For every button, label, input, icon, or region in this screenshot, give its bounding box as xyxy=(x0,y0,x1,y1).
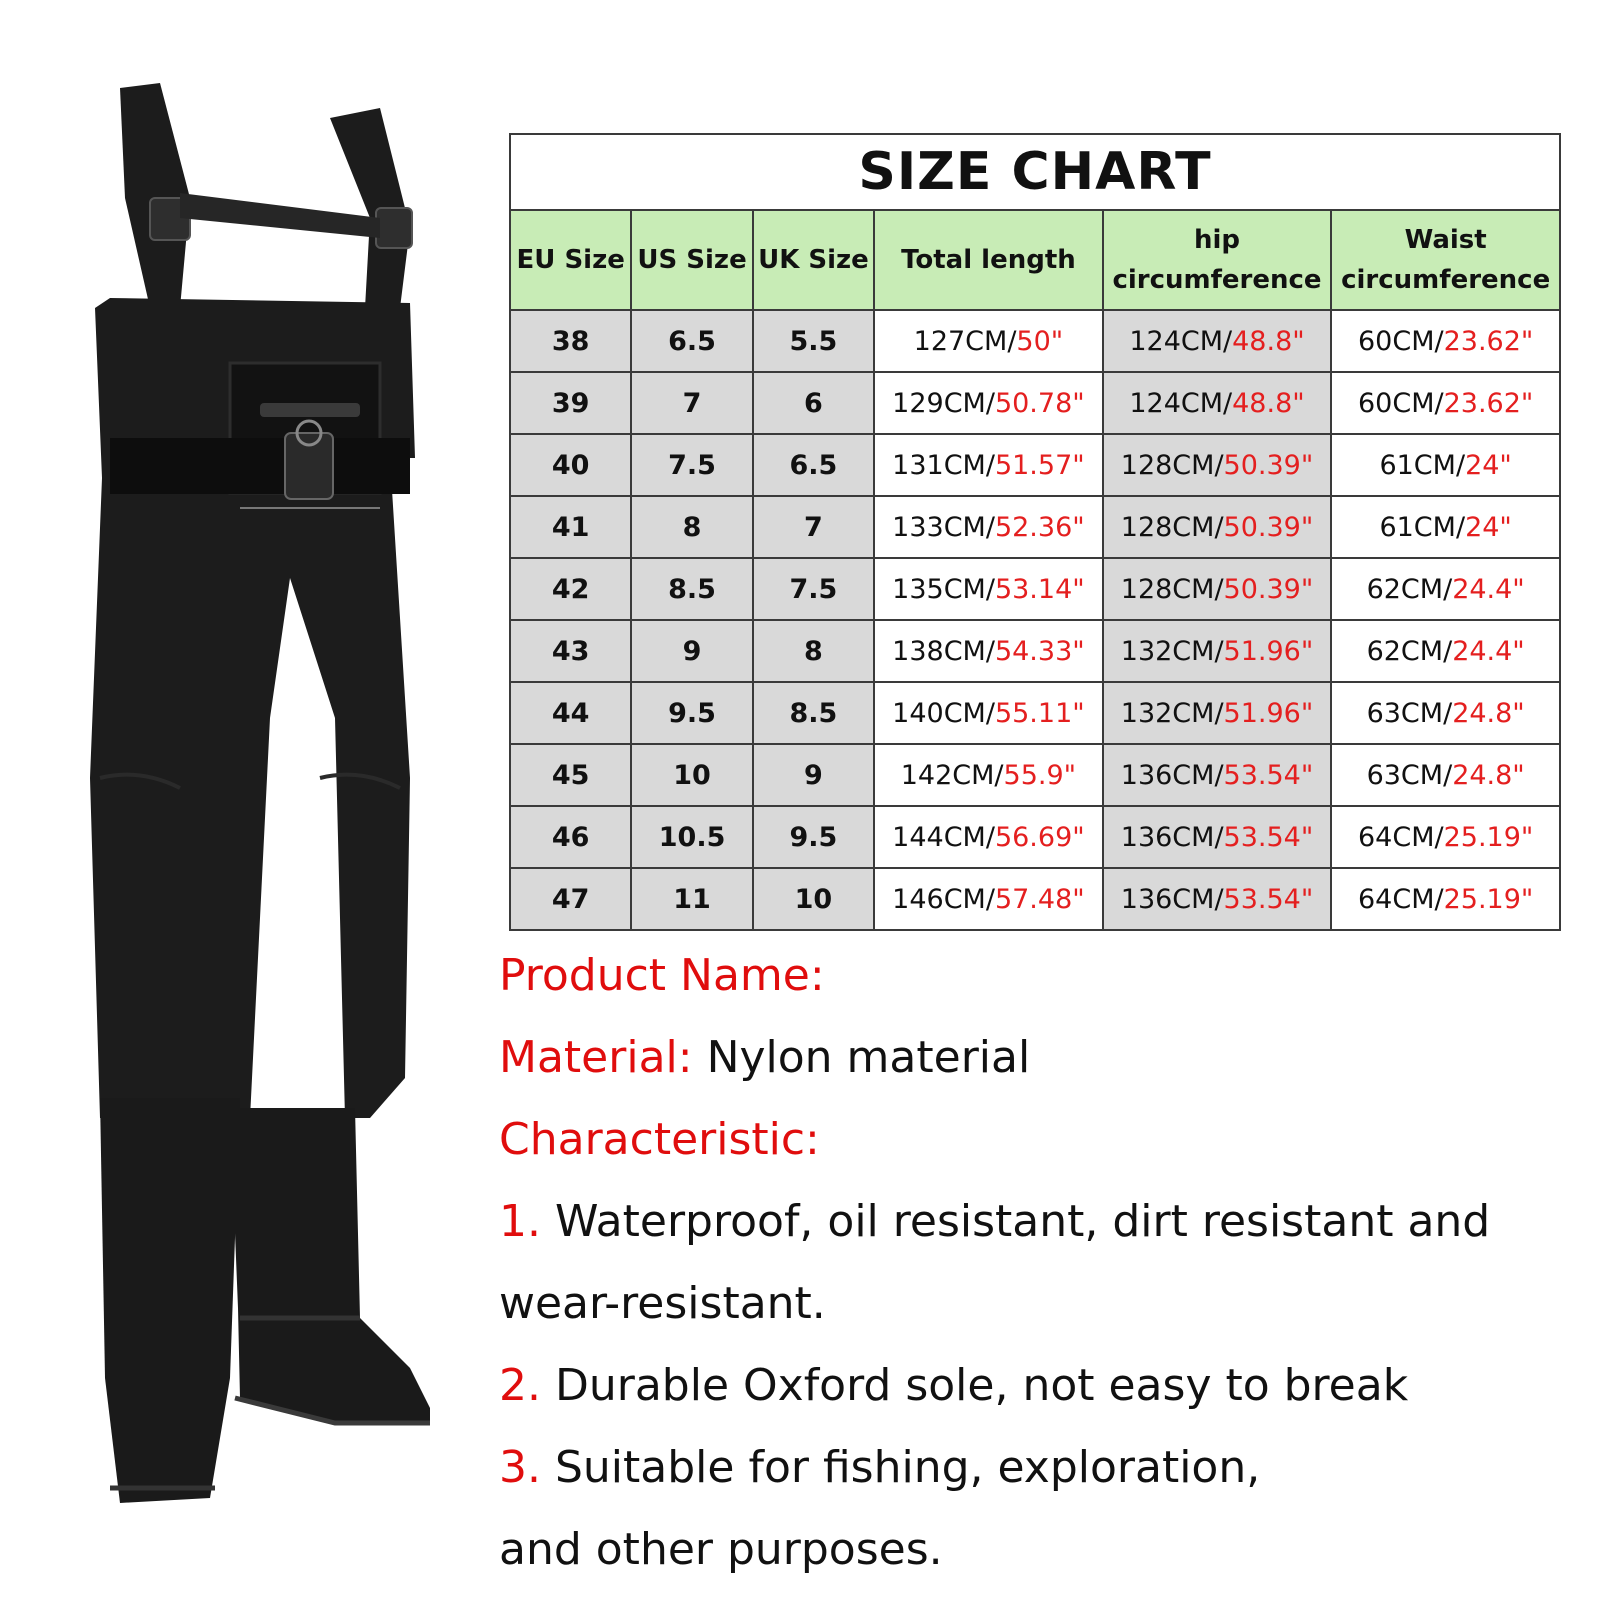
table-row xyxy=(510,372,1560,434)
feature-number: 1. xyxy=(499,1196,541,1247)
length-inch: 50" xyxy=(1016,325,1064,357)
length-cell xyxy=(874,806,1103,868)
wader-body xyxy=(90,298,415,1118)
waist-inch: 25.19" xyxy=(1443,821,1534,853)
length-cm: 138CM/ xyxy=(892,635,995,667)
us-size-cell: 10 xyxy=(631,744,752,806)
waist-cm: 61CM/ xyxy=(1379,449,1466,481)
feature-1-continued: wear-resistant. xyxy=(499,1278,826,1329)
hip-cell xyxy=(1103,744,1332,806)
waist-cell xyxy=(1331,868,1560,930)
hip-cm: 124CM/ xyxy=(1129,325,1233,357)
uk-size-cell: 10 xyxy=(753,868,874,930)
waist-cell xyxy=(1331,682,1560,744)
column-header-text: US Size xyxy=(637,245,747,275)
waist-cm: 63CM/ xyxy=(1366,759,1453,791)
waist-cell xyxy=(1331,744,1560,806)
length-cm: 135CM/ xyxy=(892,573,995,605)
column-header xyxy=(631,210,752,310)
waist-inch: 23.62" xyxy=(1443,325,1534,357)
table-row xyxy=(510,310,1560,372)
waist-cell xyxy=(1331,496,1560,558)
length-inch: 50.78" xyxy=(994,387,1085,419)
waist-inch: 24.8" xyxy=(1452,759,1525,791)
length-cm: 127CM/ xyxy=(913,325,1017,357)
hip-cell xyxy=(1103,868,1332,930)
column-header-text: Total length xyxy=(901,245,1076,275)
length-cell xyxy=(874,558,1103,620)
length-cell xyxy=(874,310,1103,372)
us-size-cell: 8.5 xyxy=(631,558,752,620)
feature-3 xyxy=(499,1442,1260,1493)
waist-cm: 60CM/ xyxy=(1357,387,1444,419)
waist-cm: 64CM/ xyxy=(1357,821,1444,853)
hip-cm: 128CM/ xyxy=(1120,511,1224,543)
hip-cm: 128CM/ xyxy=(1120,449,1224,481)
column-header-text: circumference xyxy=(1112,265,1322,295)
length-cell xyxy=(874,496,1103,558)
hip-cell xyxy=(1103,310,1332,372)
us-size-cell: 10.5 xyxy=(631,806,752,868)
wader-boots xyxy=(100,1098,430,1503)
size-chart-body xyxy=(510,310,1560,930)
us-size-cell: 9.5 xyxy=(631,682,752,744)
length-cell xyxy=(874,682,1103,744)
size-chart-header-row xyxy=(510,210,1560,310)
waist-cm: 62CM/ xyxy=(1366,635,1453,667)
size-chart-title: SIZE CHART xyxy=(510,134,1560,210)
hip-cell xyxy=(1103,496,1332,558)
us-size-cell: 9 xyxy=(631,620,752,682)
uk-size-cell: 8 xyxy=(753,620,874,682)
waist-inch: 24.8" xyxy=(1452,697,1525,729)
length-inch: 53.14" xyxy=(994,573,1085,605)
waist-inch: 24" xyxy=(1465,511,1512,543)
hip-inch: 51.96" xyxy=(1223,697,1314,729)
waist-cell xyxy=(1331,558,1560,620)
us-size-cell: 8 xyxy=(631,496,752,558)
product-name-label: Product Name: xyxy=(499,950,825,1001)
length-inch: 55.11" xyxy=(994,697,1085,729)
hip-inch: 50.39" xyxy=(1223,511,1314,543)
hip-inch: 50.39" xyxy=(1223,573,1314,605)
hip-cell xyxy=(1103,558,1332,620)
waist-inch: 24" xyxy=(1465,449,1512,481)
hip-inch: 48.8" xyxy=(1232,325,1305,357)
feature-1 xyxy=(499,1196,1490,1247)
waist-cm: 63CM/ xyxy=(1366,697,1453,729)
waist-inch: 25.19" xyxy=(1443,883,1534,915)
uk-size-cell: 7 xyxy=(753,496,874,558)
column-header xyxy=(753,210,874,310)
uk-size-cell: 8.5 xyxy=(753,682,874,744)
length-cm: 140CM/ xyxy=(892,697,995,729)
feature-number: 2. xyxy=(499,1360,541,1411)
size-chart-table xyxy=(509,133,1561,931)
length-inch: 56.69" xyxy=(994,821,1085,853)
material-line xyxy=(499,1032,1030,1083)
length-cm: 129CM/ xyxy=(892,387,995,419)
column-header-text: hip xyxy=(1193,225,1241,255)
hip-inch: 51.96" xyxy=(1223,635,1314,667)
uk-size-cell: 6 xyxy=(753,372,874,434)
waist-cm: 62CM/ xyxy=(1366,573,1453,605)
hip-cell xyxy=(1103,806,1332,868)
column-header xyxy=(1103,210,1332,310)
column-header-text: circumference xyxy=(1341,265,1551,295)
uk-size-cell: 9.5 xyxy=(753,806,874,868)
eu-size-cell: 42 xyxy=(510,558,631,620)
hip-cm: 132CM/ xyxy=(1120,635,1224,667)
waist-cell xyxy=(1331,620,1560,682)
feature-2 xyxy=(499,1360,1408,1411)
material-value: Nylon material xyxy=(706,1032,1031,1083)
length-cm: 146CM/ xyxy=(892,883,995,915)
hip-cm: 132CM/ xyxy=(1120,697,1224,729)
waist-cell xyxy=(1331,372,1560,434)
eu-size-cell: 47 xyxy=(510,868,631,930)
length-cell xyxy=(874,744,1103,806)
chest-wader-icon xyxy=(80,78,460,1558)
waist-cm: 60CM/ xyxy=(1357,325,1444,357)
length-cell xyxy=(874,372,1103,434)
table-row xyxy=(510,620,1560,682)
eu-size-cell: 43 xyxy=(510,620,631,682)
column-header-text: Waist xyxy=(1404,225,1487,255)
waist-cm: 64CM/ xyxy=(1357,883,1444,915)
length-cm: 131CM/ xyxy=(892,449,995,481)
table-row xyxy=(510,496,1560,558)
eu-size-cell: 46 xyxy=(510,806,631,868)
column-header xyxy=(874,210,1103,310)
table-row xyxy=(510,806,1560,868)
hip-cm: 128CM/ xyxy=(1120,573,1224,605)
waist-inch: 23.62" xyxy=(1443,387,1534,419)
hip-cm: 124CM/ xyxy=(1129,387,1233,419)
uk-size-cell: 6.5 xyxy=(753,434,874,496)
eu-size-cell: 41 xyxy=(510,496,631,558)
length-cell xyxy=(874,620,1103,682)
hip-cell xyxy=(1103,434,1332,496)
length-inch: 57.48" xyxy=(994,883,1085,915)
eu-size-cell: 39 xyxy=(510,372,631,434)
hip-inch: 48.8" xyxy=(1232,387,1305,419)
length-inch: 51.57" xyxy=(994,449,1085,481)
hip-cell xyxy=(1103,620,1332,682)
us-size-cell: 6.5 xyxy=(631,310,752,372)
hip-inch: 50.39" xyxy=(1223,449,1314,481)
eu-size-cell: 45 xyxy=(510,744,631,806)
feature-text: Suitable for fishing, exploration, xyxy=(554,1442,1261,1493)
column-header-text: EU Size xyxy=(516,245,625,275)
waist-cell xyxy=(1331,434,1560,496)
uk-size-cell: 7.5 xyxy=(753,558,874,620)
hip-cm: 136CM/ xyxy=(1120,759,1224,791)
length-cell xyxy=(874,434,1103,496)
length-cm: 144CM/ xyxy=(892,821,995,853)
us-size-cell: 7.5 xyxy=(631,434,752,496)
table-row xyxy=(510,868,1560,930)
hip-inch: 53.54" xyxy=(1223,883,1314,915)
hip-inch: 53.54" xyxy=(1223,759,1314,791)
length-inch: 52.36" xyxy=(994,511,1085,543)
length-cm: 133CM/ xyxy=(892,511,995,543)
hip-cell xyxy=(1103,372,1332,434)
feature-text: Waterproof, oil resistant, dirt resistant and xyxy=(554,1196,1491,1247)
table-row xyxy=(510,682,1560,744)
feature-3-continued: and other purposes. xyxy=(499,1524,943,1575)
waist-cm: 61CM/ xyxy=(1379,511,1466,543)
waist-cell xyxy=(1331,310,1560,372)
waist-cell xyxy=(1331,806,1560,868)
eu-size-cell: 44 xyxy=(510,682,631,744)
uk-size-cell: 9 xyxy=(753,744,874,806)
length-inch: 54.33" xyxy=(994,635,1085,667)
hip-inch: 53.54" xyxy=(1223,821,1314,853)
us-size-cell: 7 xyxy=(631,372,752,434)
length-cell xyxy=(874,868,1103,930)
table-row xyxy=(510,744,1560,806)
wader-straps xyxy=(120,83,412,308)
table-row xyxy=(510,558,1560,620)
hip-cm: 136CM/ xyxy=(1120,821,1224,853)
hip-cell xyxy=(1103,682,1332,744)
eu-size-cell: 38 xyxy=(510,310,631,372)
column-header xyxy=(1331,210,1560,310)
column-header-text: UK Size xyxy=(758,245,869,275)
hip-cm: 136CM/ xyxy=(1120,883,1224,915)
uk-size-cell: 5.5 xyxy=(753,310,874,372)
us-size-cell: 11 xyxy=(631,868,752,930)
waist-inch: 24.4" xyxy=(1452,635,1525,667)
waist-inch: 24.4" xyxy=(1452,573,1525,605)
length-cm: 142CM/ xyxy=(900,759,1004,791)
feature-number: 3. xyxy=(499,1442,541,1493)
column-header xyxy=(510,210,631,310)
material-label: Material: xyxy=(499,1032,693,1083)
characteristic-label: Characteristic: xyxy=(499,1114,820,1165)
eu-size-cell: 40 xyxy=(510,434,631,496)
feature-text: Durable Oxford sole, not easy to break xyxy=(554,1360,1409,1411)
length-inch: 55.9" xyxy=(1003,759,1077,791)
table-row xyxy=(510,434,1560,496)
